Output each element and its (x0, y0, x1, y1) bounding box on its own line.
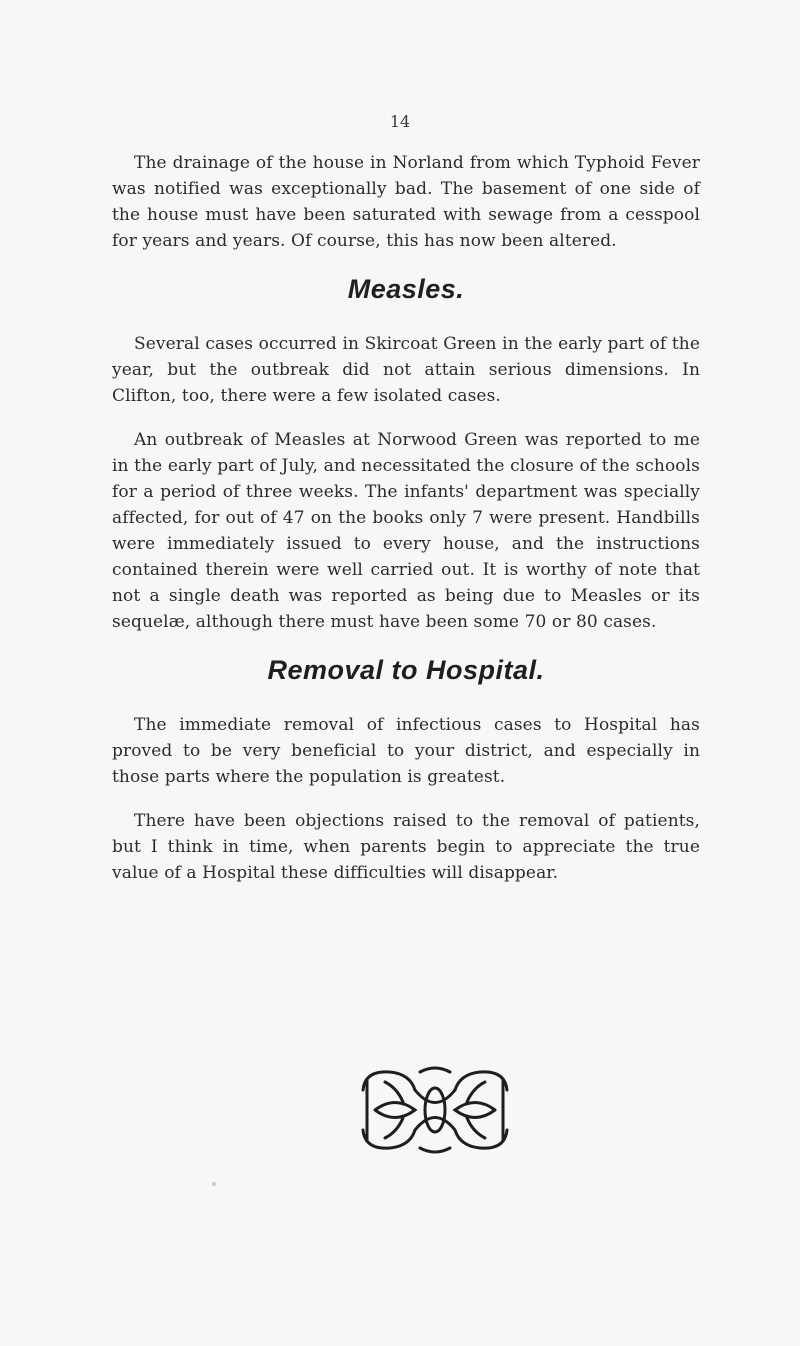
measles-paragraph-1: Several cases occurred in Skircoat Green in the early part of the year, but the outbreak did not attain serious dimensions. In Clifton, too, there were a few isolated cases. (112, 334, 700, 406)
removal-paragraph-1: The immediate removal of infectious cases to Hospital has proved to be very beneficial to your district, and especially in those parts where the population is greatest. (112, 715, 700, 787)
paper-speck (212, 1182, 216, 1186)
measles-heading: Measles. (347, 274, 465, 304)
removal-paragraph-2: There have been objections raised to the removal of patients, but I think in time, when parents begin to appreciate the true value of a Hospital these difficulties will disappear. (112, 811, 700, 883)
intro-paragraph: The drainage of the house in Norland from which Typhoid Fever was notified was exceptionally bad. The basement of one side of the house must have been saturated with sewage from a cesspool for years and years. Of course, this has now been altered. (112, 153, 700, 251)
page-number: 14 (389, 112, 411, 131)
removal-section (112, 655, 700, 886)
page-body (112, 150, 700, 904)
removal-heading: Removal to Hospital. (267, 655, 545, 685)
intro-section (112, 150, 700, 254)
measles-section (112, 274, 700, 635)
measles-paragraph-2: An outbreak of Measles at Norwood Green was reported to me in the early part of July, and necessitated the closure of the schools for a period of three weeks. The infants' department was specially affected, for out of 47 on the books only 7 were present. Handbills were immediately issued to every house, and the instructions contained therein were well carried out. It is worthy of note that not a single death was reported as being due to Measles or its sequelæ, although there must have been some 70 or 80 cases. (112, 430, 700, 632)
art-nouveau-tailpiece-ornament-icon (355, 1060, 515, 1160)
